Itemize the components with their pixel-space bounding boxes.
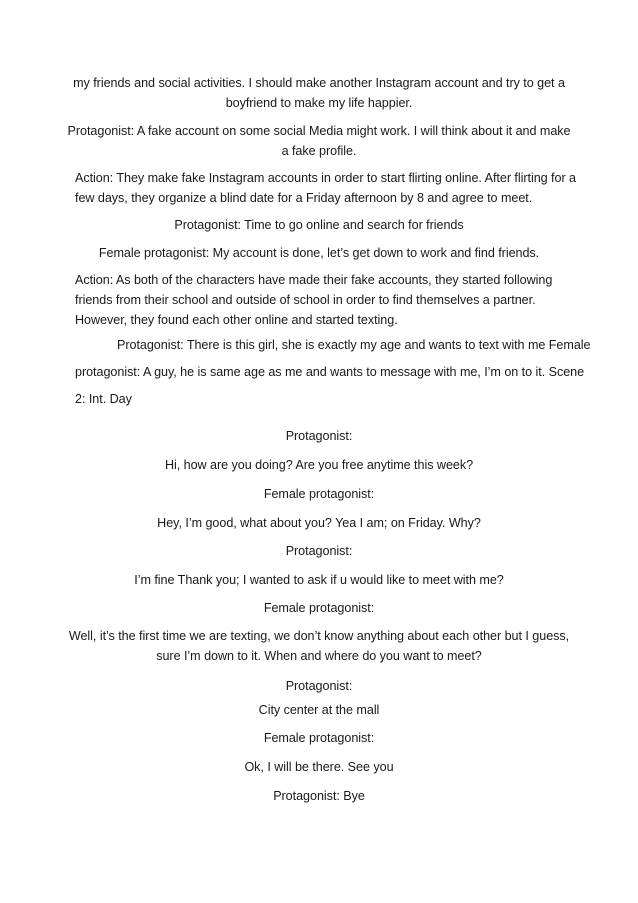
text-line: Female protagonist: My account is done, let’s get down to work and find friends. — [98, 246, 540, 260]
text-line: my friends and social activities. I should make another Instagram account and try to get a — [73, 76, 565, 90]
text-line: friends from their school and outside of school in order to find themselves a partner. — [75, 293, 536, 307]
text-line: Protagonist: — [285, 429, 353, 443]
text-line: Protagonist: Time to go online and search for friends — [174, 218, 464, 232]
text-line: Action: As both of the characters have made their fake accounts, they started following — [75, 273, 553, 287]
text-line: Female protagonist: — [263, 731, 375, 745]
text-line: However, they found each other online and started texting. — [75, 313, 398, 327]
text-line: City center at the mall — [258, 703, 380, 717]
text-line: Protagonist: There is this girl, she is exactly my age and wants to text with me Female — [117, 338, 591, 352]
text-line: Protagonist: — [285, 679, 353, 693]
text-line: Well, it’s the first time we are texting, we don’t know anything about each other but I guess, — [68, 629, 570, 643]
text-line: Hey, I’m good, what about you? Yea I am; on Friday. Why? — [157, 516, 481, 530]
text-line: Protagonist: — [285, 544, 353, 558]
text-line: Hi, how are you doing? Are you free anytime this week? — [164, 458, 474, 472]
text-line: Protagonist: Bye — [273, 789, 365, 803]
text-line: Female protagonist: — [263, 487, 375, 501]
text-line: a fake profile. — [281, 144, 357, 158]
text-line: protagonist: A guy, he is same age as me and wants to message with me, I’m on to it. Scene — [75, 365, 585, 379]
text-line: Female protagonist: — [263, 601, 375, 615]
text-line: Action: They make fake Instagram accounts in order to start flirting online. After flirting for a — [75, 171, 577, 185]
text-line: boyfriend to make my life happier. — [225, 96, 413, 110]
text-line: Protagonist: A fake account on some social Media might work. I will think about it and make — [67, 124, 571, 138]
text-line: sure I’m down to it. When and where do you want to meet? — [156, 649, 482, 663]
text-line: Ok, I will be there. See you — [244, 760, 394, 774]
text-line: 2: Int. Day — [75, 392, 132, 406]
text-line: I’m fine Thank you; I wanted to ask if u would like to meet with me? — [134, 573, 504, 587]
text-line: few days, they organize a blind date for a Friday afternoon by 8 and agree to meet. — [75, 191, 533, 205]
